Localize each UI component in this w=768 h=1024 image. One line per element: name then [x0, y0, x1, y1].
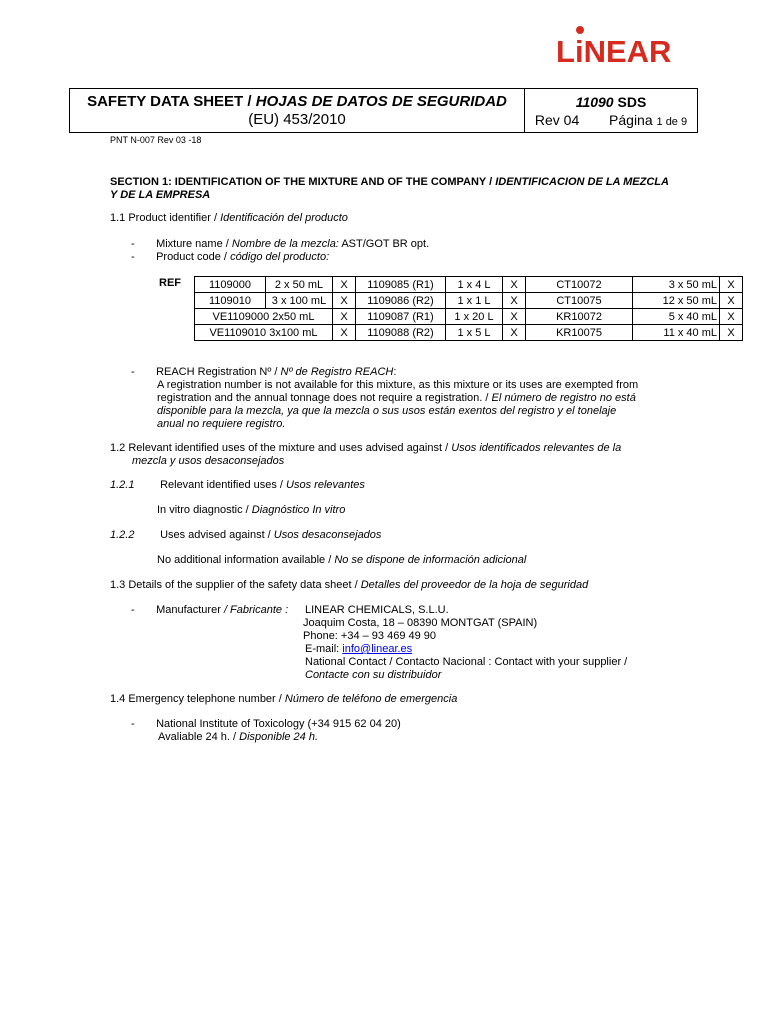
table-row: [195, 277, 743, 293]
header-doc-cell: [525, 89, 697, 132]
s12-heading: 1.2 Relevant identified uses of the mixture and uses advised against / Usos identificados relevantes de la mezcla y usos desaconsejados: [110, 442, 622, 467]
table-cell: X: [503, 325, 526, 341]
table-cell: X: [720, 293, 743, 309]
table-cell: KR10072: [526, 309, 633, 325]
availability: Avaliable 24 h. / Disponible 24 h.: [158, 731, 319, 743]
supplier-details: [303, 604, 627, 682]
table-row: [195, 309, 743, 325]
national-contact: National Contact / Contacto Nacional : Contact with your supplier /: [305, 656, 628, 668]
table-cell: VE1109000 2x50 mL: [195, 309, 333, 325]
table-cell: 3 x 100 mL: [266, 293, 333, 309]
table-cell: CT10072: [526, 277, 633, 293]
table-cell: 1 x 20 L: [446, 309, 503, 325]
table-cell: 1109000: [195, 277, 266, 293]
table-cell: VE1109010 3x100 mL: [195, 325, 333, 341]
table-cell: X: [720, 277, 743, 293]
table-cell: 1109088 (R2): [356, 325, 446, 341]
header-title-cell: [70, 89, 525, 132]
ref-label: REF: [159, 277, 181, 289]
table-cell: KR10075: [526, 325, 633, 341]
table-cell: X: [720, 309, 743, 325]
logo-letter-l: L: [556, 34, 575, 69]
document-title: SAFETY DATA SHEET / HOJAS DE DATOS DE SEGURIDAD: [87, 93, 507, 110]
company-address: Joaquim Costa, 18 – 08390 MONTGAT (SPAIN): [303, 617, 538, 629]
table-cell: 1109086 (R2): [356, 293, 446, 309]
table-cell: X: [333, 325, 356, 341]
table-cell: 1 x 1 L: [446, 293, 503, 309]
s122-heading: 1.2.2 Uses advised against / Usos desaconsejados: [110, 529, 382, 541]
table-cell: X: [503, 293, 526, 309]
table-cell: 12 x 50 mL: [633, 293, 720, 309]
national-contact-es: Contacte con su distribuidor: [305, 669, 442, 681]
revision-page: [525, 111, 697, 131]
table-cell: 1109085 (R1): [356, 277, 446, 293]
company-name: LINEAR CHEMICALS, S.L.U.: [305, 604, 449, 616]
s121-heading: 1.2.1 Relevant identified uses / Usos relevantes: [110, 479, 365, 491]
header-box: [69, 88, 698, 133]
reach-text: A registration number is not available for this mixture, as this mixture or its uses are exempted from registration and the annual tonnage does not require a registration. / El número de registro no está disponible para la mezcla, ya que la mezcla o sus usos están exentos del registro y el tonelaje anual no requiere registro.: [157, 379, 639, 430]
table-cell: 1 x 4 L: [446, 277, 503, 293]
pnt-code: PNT N-007 Rev 03 -18: [110, 135, 202, 145]
manufacturer-label: - Manufacturer / Fabricante :: [131, 604, 289, 616]
table-cell: 1 x 5 L: [446, 325, 503, 341]
company-phone: Phone: +34 – 93 469 49 90: [303, 630, 437, 642]
regulation: (EU) 453/2010: [248, 111, 346, 128]
table-cell: X: [503, 277, 526, 293]
s121-value: In vitro diagnostic / Diagnóstico In vitro: [157, 504, 346, 516]
toxicology-institute: National Institute of Toxicology (+34 915 62 04 20): [156, 718, 401, 730]
ref-table: [194, 276, 743, 341]
table-cell: X: [503, 309, 526, 325]
table-cell: 3 x 50 mL: [633, 277, 720, 293]
logo-dot: [576, 26, 584, 34]
emergency-info: - National Institute of Toxicology (+34 915 62 04 20) Avaliable 24 h. / Disponible 24 h.: [131, 718, 401, 743]
table-row: [195, 293, 743, 309]
table-cell: X: [333, 293, 356, 309]
s122-value: No additional information available / No se dispone de información adicional: [157, 554, 527, 566]
revision: Rev 04: [534, 112, 580, 128]
s13-heading: 1.3 Details of the supplier of the safety data sheet / Detalles del proveedor de la hoja de seguridad: [110, 579, 589, 591]
email-link[interactable]: info@linear.es: [342, 643, 413, 655]
company-email: E-mail: info@linear.es: [305, 643, 413, 655]
s14-heading: 1.4 Emergency telephone number / Número de teléfono de emergencia: [110, 693, 458, 705]
s11-heading: 1.1 Product identifier / Identificación del producto: [110, 212, 348, 224]
table-cell: 11 x 40 mL: [633, 325, 720, 341]
table-row: [195, 325, 743, 341]
table-cell: 5 x 40 mL: [633, 309, 720, 325]
reach-label: - REACH Registration Nº / Nº de Registro REACH:: [131, 366, 397, 378]
table-cell: 2 x 50 mL: [266, 277, 333, 293]
linear-logo: [556, 36, 671, 67]
table-cell: X: [333, 277, 356, 293]
reach-block: [131, 366, 691, 431]
table-cell: 1109087 (R1): [356, 309, 446, 325]
page-label: Página: [609, 112, 653, 128]
page-number: 1 de 9: [656, 116, 688, 128]
mixture-name: - Mixture name / Nombre de la mezcla: AST/GOT BR opt.: [131, 238, 430, 250]
table-cell: 1109010: [195, 293, 266, 309]
logo-letter-i: i: [575, 34, 584, 69]
logo-rest: NEAR: [583, 34, 672, 69]
table-cell: X: [333, 309, 356, 325]
section1-heading: SECTION 1: IDENTIFICATION OF THE MIXTURE AND OF THE COMPANY / IDENTIFICACION DE LA MEZCLA Y DE LA EMPRESA: [110, 176, 669, 201]
table-cell: CT10075: [526, 293, 633, 309]
table-cell: X: [720, 325, 743, 341]
product-code: - Product code / código del producto:: [131, 251, 330, 263]
doc-number: 11090 SDS: [575, 94, 647, 110]
